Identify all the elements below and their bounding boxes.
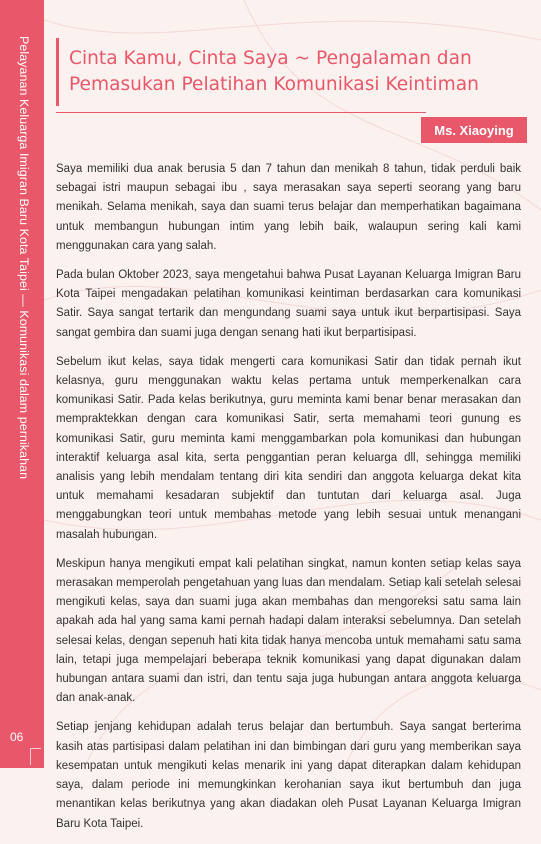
paragraph: Sebelum ikut kelas, saya tidak mengerti cara komunikasi Satir dan tidak pernah ikut kelasnya, guru menggunakan waktu kelas pertama untuk memperkenalkan cara komunikasi Satir. Pada kelas berikutnya, guru meminta kami benar benar merasakan dan mempraktekkan dengan cara komunikasi Satir, serta memahami teori gunung es komunikasi Satir, guru meminta kami menggambarkan pola komunikasi dan hubungan interaktif keluarga asal kita, serta penggantian peran keluarga dll, sehingga memiliki analisis yang lebih mendalam tentang diri kita sendiri dan anggota keluarga dekat kita untuk memahami kesadaran subjektif dan tuntutan dari keluarga asal. Juga menggabungkan teori untuk membahas metode yang lebih sesuai untuk menangani masalah hubungan. <box>56 355 521 541</box>
sidebar-band <box>0 0 44 768</box>
page-number: 06 <box>10 730 24 744</box>
corner-decoration <box>30 748 41 765</box>
article-body <box>56 160 521 844</box>
paragraph: Saya memiliki dua anak berusia 5 dan 7 tahun dan menikah 8 tahun, tidak perduli baik sebagai istri maupun sebagai ibu , saya merasakan saya seperti seorang yang baru menikah. Selama menikah, saya dan suami terus belajar dan memperhatikan bagaimana untuk membangun hubungan intim yang lebih baik, walaupun sering kali kami menggunakan cara yang salah. <box>56 163 521 252</box>
paragraph: Meskipun hanya mengikuti empat kali pelatihan singkat, namun konten setiap kelas saya merasakan memperolah pengetahuan yang luas dan mendalam. Setiap kali setelah selesai mengikuti kelas, saya dan suami juga akan membahas dan mengoreksi satu sama lain apakah ada hal yang sama kami pernah hadapi dalam interaksi sebelumnya. Dan setelah selesai kelas, dengan sepenuh hati kita tidak hanya mencoba untuk memahami satu sama lain, tetapi juga mempelajari beberapa teknik komunikasi yang dapat digunakan dalam hubungan antara suami dan istri, dan tentu saja juga hubungan antara anggota keluarga dan anak-anak. <box>56 557 521 705</box>
paragraph: Setiap jenjang kehidupan adalah terus belajar dan bertumbuh. Saya sangat berterima kasih atas partisipasi dalam pelatihan ini dan bimbingan dari guru yang memberikan saya kesempatan untuk mengikuti kelas menarik ini yang dapat diterapkan dalam kehidupan saya, dalam periode ini memungkinkan kerohanian saya ikut bertumbuh dan juga menantikan kelas berikutnya yang akan diadakan oleh Pusat Layanan Keluarga Imigran Baru Kota Taipei. <box>56 721 521 830</box>
paragraph: Pada bulan Oktober 2023, saya mengetahui bahwa Pusat Layanan Keluarga Imigran Baru Kota Taipei mengadakan pelatihan komunikasi keintiman berdasarkan cara komunikasi Satir. Saya sangat tertarik dan mengundang suami saya untuk ikut berpartisipasi. Saya sangat gembira dan suami juga dengan senang hati ikut berpartisipasi. <box>56 269 521 339</box>
running-title: Pelayanan Keluarga Imigran Baru Kota Taipei — Komunikasi dalam pernikahan <box>17 36 31 480</box>
author-badge: Ms. Xiaoying <box>421 117 527 143</box>
title-box <box>56 38 523 106</box>
title-divider <box>56 112 426 113</box>
article-title: Cinta Kamu, Cinta Saya ~ Pengalaman dan Pemasukan Pelatihan Komunikasi Keintiman <box>69 48 479 95</box>
